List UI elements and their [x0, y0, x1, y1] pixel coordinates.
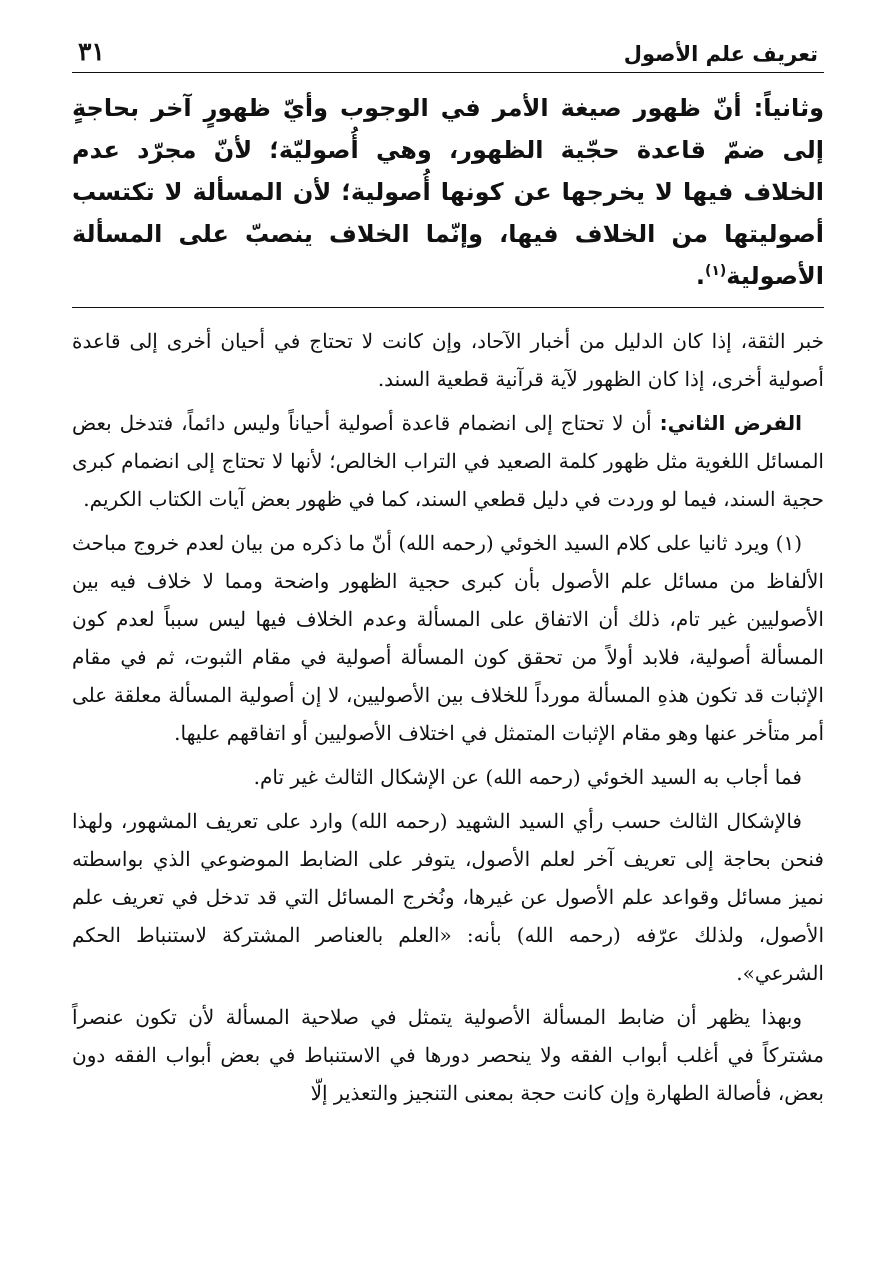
- page-number: ٣١: [78, 37, 105, 66]
- footnote-separator: [72, 307, 824, 308]
- note-paragraph-1: خبر الثقة، إذا كان الدليل من أخبار الآحاد، وإن كانت لا تحتاج في أحيان أخرى إلى قاعدة أصولية أخرى، إذا كان الظهور لآية قرآنية قطعية السند.: [72, 329, 824, 391]
- footnote-1-text: (١) ويرد ثانيا على كلام السيد الخوئي (رحمه الله) أنّ ما ذكره من بيان لعدم خروج مباحث الألفاظ من مسائل علم الأصول بأن كبرى حجية الظهور واضحة ومما لا خلاف فيه بين الأصوليين غير تام، ذلك أن الاتفاق على المسألة وعدم الخلاف فيها ليس سبباً لعدم كون المسألة أصولية، فلابد أولاً من تحقق كون المسألة أصولية في مقام الثبوت، ثم في مقام الإثبات قد تكون هذهِ المسألة مورداً للخلاف بين الأصوليين، لا إن أصولية المسألة معلقة على أمر متأخر عنها وهو مقام الإثبات المتمثل في اختلاف الأصوليين أو اتفاقهم عليها.: [72, 531, 824, 745]
- page-header: [72, 26, 824, 66]
- note-heading-second-assumption: الفرض الثاني:: [659, 411, 802, 435]
- note-paragraph-6: [72, 998, 824, 1112]
- note-paragraph-4-text: فما أجاب به السيد الخوئي (رحمه الله) عن الإشكال الثالث غير تام.: [253, 765, 802, 789]
- note-paragraph-6-text: وبهذا يظهر أن ضابط المسألة الأصولية يتمثل في صلاحية المسألة لأن تكون عنصراً مشتركاً في أغلب أبواب الفقه ولا ينحصر دورها في الاستنباط في بعض أبواب الفقه دون بعض، فأصالة الطهارة وإن كانت حجة بمعنى التنجيز والتعذير إلّا: [72, 1005, 824, 1105]
- footnote-1: [72, 524, 824, 752]
- note-paragraph-2-text: أن لا تحتاج إلى انضمام قاعدة أصولية أحياناً وليس دائماً، فتدخل بعض المسائل اللغوية مثل ظهور كلمة الصعيد في التراب الخالص؛ لأنها لا تحتاج إلى انضمام كبرى حجية السند، فيما لو وردت في دليل قطعي السند، كما في ظهور بعض آيات الكتاب الكريم.: [72, 411, 824, 511]
- note-paragraph-2: [72, 404, 824, 518]
- footnote-marker: (١): [704, 263, 727, 279]
- note-paragraph-4: [72, 758, 824, 796]
- note-paragraph-5-text: فالإشكال الثالث حسب رأي السيد الشهيد (رحمه الله) وارد على تعريف المشهور، ولهذا فنحن بحاجة إلى تعريف آخر لعلم الأصول، يتوفر على الضابط الموضوعي الذي بواسطته نميز مسائل وقواعد علم الأصول عن غيرها، ونُخرج المسائل التي قد تدخل في تعريف علم الأصول، ولذلك عرّفه (رحمه الله) بأنه: «العلم بالعناصر المشتركة لاستنباط الحكم الشرعي».: [72, 809, 824, 985]
- book-page: [72, 26, 824, 1118]
- running-title: تعريف علم الأصول: [623, 42, 818, 66]
- note-paragraph-5: [72, 802, 824, 992]
- main-paragraph: [72, 87, 824, 297]
- header-rule: [72, 72, 824, 73]
- notes-section: [72, 322, 824, 1112]
- main-paragraph-text: وثانياً: أنّ ظهور صيغة الأمر في الوجوب وأيّ ظهورٍ آخر بحاجةٍ إلى ضمّ قاعدة حجّية الظهور، وهي أُصوليّة؛ لأنّ مجرّد عدم الخلاف فيها لا يخرجها عن كونها أُصولية؛ لأن المسألة لا تكتسب أصوليتها من الخلاف فيها، وإنّما الخلاف ينصبّ على المسألة الأصولية: [72, 94, 824, 290]
- main-paragraph-end: .: [695, 262, 705, 290]
